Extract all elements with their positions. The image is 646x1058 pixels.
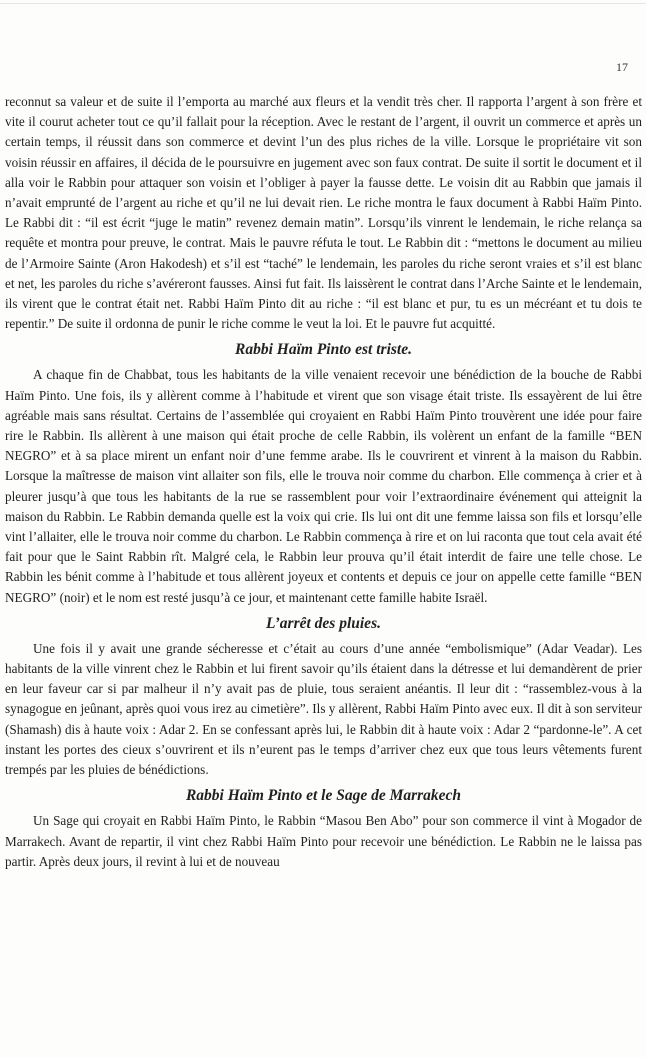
paragraph-continuation: reconnut sa valeur et de suite il l’emporta au marché aux fleurs et la vendit très cher. Il rapporta l’argent à son frère et vite il courut acheter tout ce qu’il fallait pour la réception. Avec le restant de l’argent, il ouvrit un commerce et après un certain temps, il réussit dans son commerce et devint l’un des plus riches de la ville. Lorsque le propriétaire vit son voisin réussir en affaires, il décida de le poursuivre en jugement avec son faux contrat. De suite il sortit le document et il alla voir le Rabbin pour attaquer son voisin et l’obliger à payer la fausse dette. Le voisin dit au Rabbin que jamais il n’avait emprunté de l’argent au riche et qu’il ne lui devait rien. Le riche montra le faux document à Rabbi Haïm Pinto. Le Rabbi dit : “il est écrit “juge le matin” revenez demain matin”. Lorsqu’ils vinrent le lendemain, le riche relança sa requête et montra pour preuve, le contrat. Mais le pauvre réfuta le tout. Le Rabbin dit : “mettons le document au milieu de l’Armoire Sainte (Aron Hakodesh) et s’il est “taché” le lendemain, les paroles du riche seront vraies et s’il est blanc et net, les paroles du riche s’avéreront fausses. Ainsi fut fait. Ils laissèrent le contrat dans l’Arche Sainte et le lendemain, ils virent que le contrat était net. Rabbi Haïm Pinto dit au riche : “il est blanc et pur, tu es un mécréant et tu dois te repentir.” De suite il ordonna de punir le riche comme le veut la loi. Et le pauvre fut acquitté. (5, 94, 642, 332)
paragraph-arret-pluies: Une fois il y avait une grande sécheresse et c’était au cours d’une année “embolismique” (Adar Veadar). Les habitants de la ville vinrent chez le Rabbin et lui firent savoir qu’ils étaient dans la détresse et lui demandèrent de prier en leur faveur car si par malheur il n’y avait pas de pluie, tous seraient anéantis. Il leur dit : “rassemblez-vous à la synagogue en jeûnant, après quoi vous irez au cimetière”. Ils y allèrent, Rabbi Haïm Pinto avec eux. Il dit à son serviteur (Shamash) dis à haute voix : Adar 2. En se confessant après lui, le Rabbin dit à haute voix : Adar 2 “pardonne-le”. A cet instant les portes des cieux s’ouvrirent et ils n’eurent pas le temps d’arriver chez eux que tous leurs vêtements furent trempés par les pluies de bénédictions. (5, 640, 642, 778)
top-rule (0, 3, 646, 4)
paragraph-pinto-triste: A chaque fin de Chabbat, tous les habitants de la ville venaient recevoir une bénédiction de la bouche de Rabbi Haïm Pinto. Une fois, ils y allèrent comme à l’habitude et virent que son visage était triste. Ils essayèrent de lui être agréable mais sans résultat. Certains de l’assemblée qui croyaient en Rabbi Haïm Pinto trouvèrent une idée pour faire rire le Rabbin. Ils allèrent à une maison qui était proche de celle Rabbin, ils volèrent un enfant de la famille “BEN NEGRO” et à sa place mirent un enfant noir d’une femme arabe. Ils le couvrirent et vinrent à la maison du Rabbin. Lorsque la maîtresse de maison vint allaiter son fils, elle le trouva noir comme du charbon. Elle commença à crier et à pleurer jusqu’à que tous les habitants de la rue se rassemblent pour voir l’extraordinaire événement qui atteignit la maison du Rabbin. Le Rabbin demanda quelle est la voix qui crie. Ils lui ont dit une femme laissa son fils et lorsqu’elle vint l’allaiter, elle le trouva noir comme du charbon. Le Rabbin commença à rire et on lui raconta que tout cela avait été fait pour que le Saint Rabbin rît. Malgré cela, le Rabbin leur prouva qu’il était interdit de faire une telle chose. Le Rabbin les bénit comme à l’habitude et tous allèrent joyeux et contents et depuis ce jour on appelle cette famille “BEN NEGRO” (noir) et le nom est resté jusqu’à ce jour, et maintenant cette famille habite Israël. (5, 367, 642, 605)
section-heading-pinto-triste: Rabbi Haïm Pinto est triste. (235, 341, 412, 359)
page-number: 17 (616, 60, 628, 74)
paragraph-sage-marrakech: Un Sage qui croyait en Rabbi Haïm Pinto, le Rabbin “Masou Ben Abo” pour son commerce il vint à Mogador de Marrakech. Avant de repartir, il vint chez Rabbi Haïm Pinto pour recevoir une bénédiction. Le Rabbin ne le laissa pas partir. Après deux jours, il revint à lui et de nouveau (5, 813, 642, 869)
section-heading-sage-marrakech: Rabbi Haïm Pinto et le Sage de Marrakech (185, 787, 462, 805)
page-body (5, 92, 642, 872)
section-heading-arret-pluies: L’arrêt des pluies. (266, 614, 381, 632)
